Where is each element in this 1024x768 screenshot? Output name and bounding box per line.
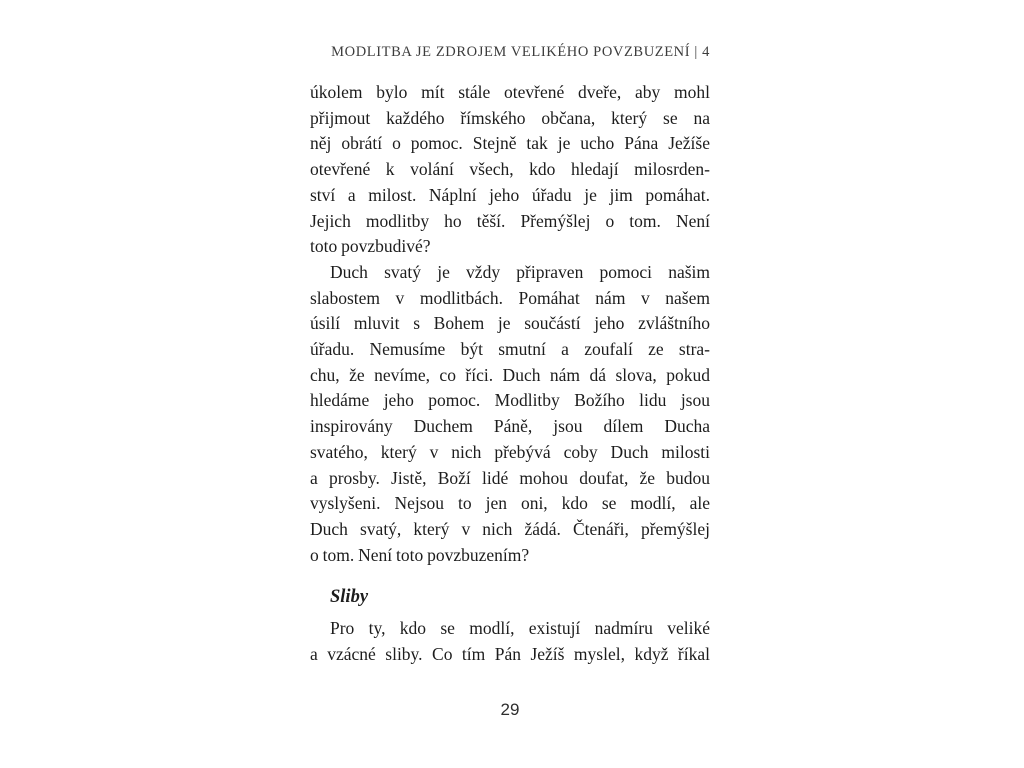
text-line: Jejich modlitby ho těší. Přemýšlej o tom. Není [310, 210, 710, 231]
text-line: něj obrátí o pomoc. Stejně tak je ucho Pána Ježíše [310, 133, 710, 154]
text-line: a vzácné sliby. Co tím Pán Ježíš myslel, když říkal [310, 643, 710, 664]
body-text [310, 80, 710, 667]
text-line: úkolem bylo mít stále otevřené dveře, aby mohl [310, 82, 710, 102]
text-line: otevřené k volání všech, kdo hledají milosrden- [310, 159, 710, 180]
text-line: přijmout každého římského občana, který se na [310, 107, 710, 128]
text-line: a prosby. Jistě, Boží lidé mohou doufat, že budou [310, 467, 710, 488]
text-line: inspirovány Duchem Páně, jsou dílem Ducha [310, 416, 710, 437]
text-line: toto povzbudivé? [310, 236, 431, 257]
text-line: ství a milost. Náplní jeho úřadu je jim pomáhat. [310, 184, 710, 205]
text-line: Duch svatý, který v nich žádá. Čtenáři, přemýšlej [310, 518, 710, 539]
text-line: Duch svatý je vždy připraven pomoci našim [330, 261, 710, 282]
page-number: 29 [500, 700, 520, 719]
section-heading: Sliby [330, 587, 369, 608]
paragraph [310, 260, 710, 568]
text-line: vyslyšeni. Nejsou to jen oni, kdo se modlí, ale [310, 493, 710, 514]
text-line: Pro ty, kdo se modlí, existují nadmíru veliké [330, 618, 710, 639]
paragraph [310, 80, 710, 260]
paragraph [310, 616, 710, 667]
text-line: svatého, který v nich přebývá coby Duch milosti [310, 441, 710, 462]
text-line: úřadu. Nemusíme být smutní a zoufalí ze stra- [310, 339, 710, 360]
text-line: úsilí mluvit s Bohem je součástí jeho zvláštního [310, 313, 710, 334]
text-line: hledáme jeho pomoc. Modlitby Božího lidu jsou [310, 390, 710, 411]
text-line: chu, že nevíme, co říci. Duch nám dá slova, pokud [310, 364, 710, 385]
text-line: slabostem v modlitbách. Pomáhat nám v našem [310, 287, 710, 308]
running-header: MODLITBA JE ZDROJEM VELIKÉHO POVZBUZENÍ | 4 [331, 44, 710, 60]
text-line: o tom. Není toto povzbuzením? [310, 544, 530, 565]
